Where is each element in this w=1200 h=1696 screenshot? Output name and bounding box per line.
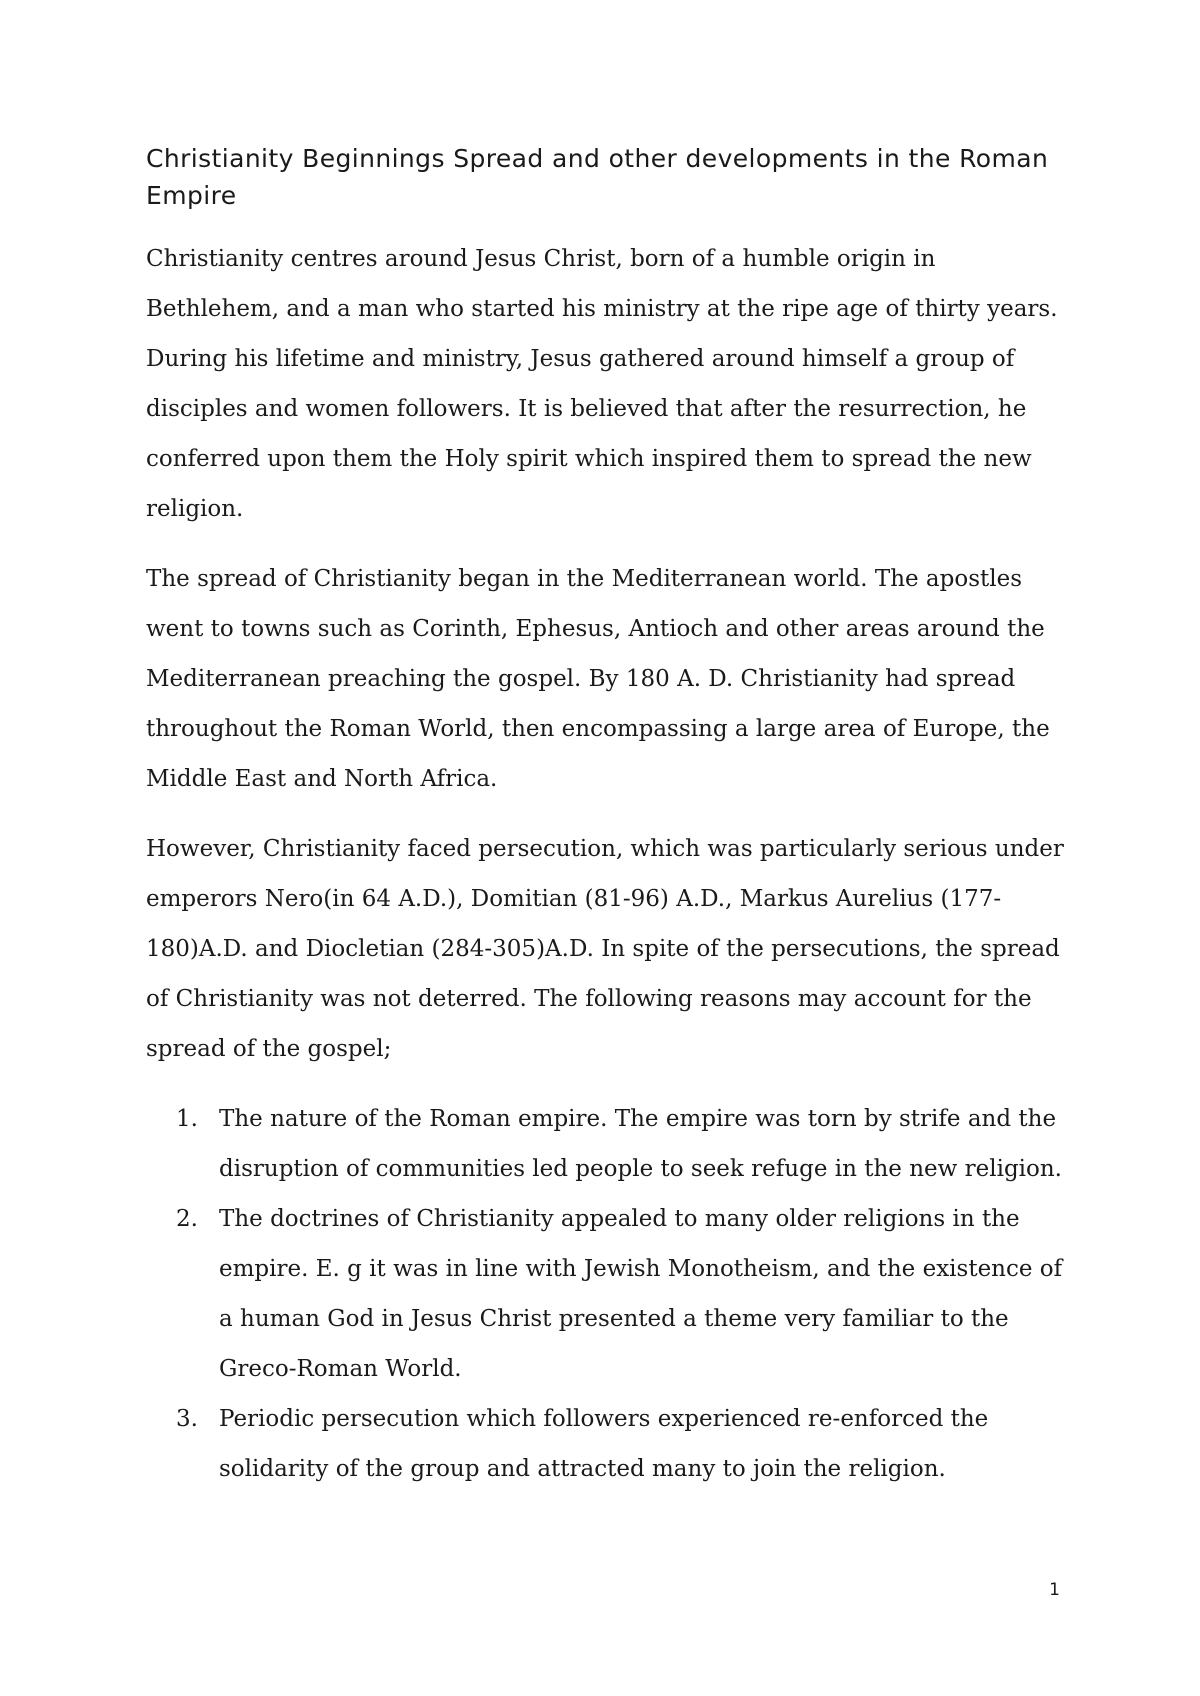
reasons-list (146, 1094, 1066, 1494)
paragraph-spread: The spread of Christianity began in the Mediterranean world. The apostles went to towns such as Corinth, Ephesus, Antioch and other areas around the Mediterranean preaching the gospel. By 180 A. D. Christianity had spread throughout the Roman World, then encompassing a large area of Europe, the Middle East and North Africa. (146, 566, 1050, 792)
document-body (146, 140, 1066, 1494)
list-item (146, 1194, 1066, 1394)
list-item-number: 2. (176, 1206, 198, 1232)
list-item (146, 1094, 1066, 1194)
list-item-number: 1. (176, 1106, 198, 1132)
paragraph-persecution: However, Christianity faced persecution, which was particularly serious under emperors Nero(in 64 A.D.), Domitian (81-96) A.D., Markus Aurelius (177-180)A.D. and Diocletian (284-305)A.D. In spite of the persecutions, the spread of Christianity was not deterred. The following reasons may account for the spread of the gospel; (146, 836, 1064, 1062)
page-number: 1 (1049, 1580, 1060, 1600)
paragraph-intro: Christianity centres around Jesus Christ, born of a humble origin in Bethlehem, and a man who started his ministry at the ripe age of thirty years. During his lifetime and ministry, Jesus gathered around himself a group of disciples and women followers. It is believed that after the resurrection, he conferred upon them the Holy spirit which inspired them to spread the new religion. (146, 246, 1058, 522)
list-item-number: 3. (176, 1406, 198, 1432)
list-item (146, 1394, 1066, 1494)
document-title: Christianity Beginnings Spread and other developments in the Roman Empire (146, 144, 1049, 210)
list-item-text: The doctrines of Christianity appealed to many older religions in the empire. E. g it was in line with Jewish Monotheism, and the existence of a human God in Jesus Christ presented a theme very familiar to the Greco-Roman World. (219, 1206, 1063, 1382)
list-item-text: Periodic persecution which followers experienced re-enforced the solidarity of the group and attracted many to join the religion. (219, 1406, 989, 1482)
list-item-text: The nature of the Roman empire. The empire was torn by strife and the disruption of communities led people to seek refuge in the new religion. (219, 1106, 1062, 1182)
